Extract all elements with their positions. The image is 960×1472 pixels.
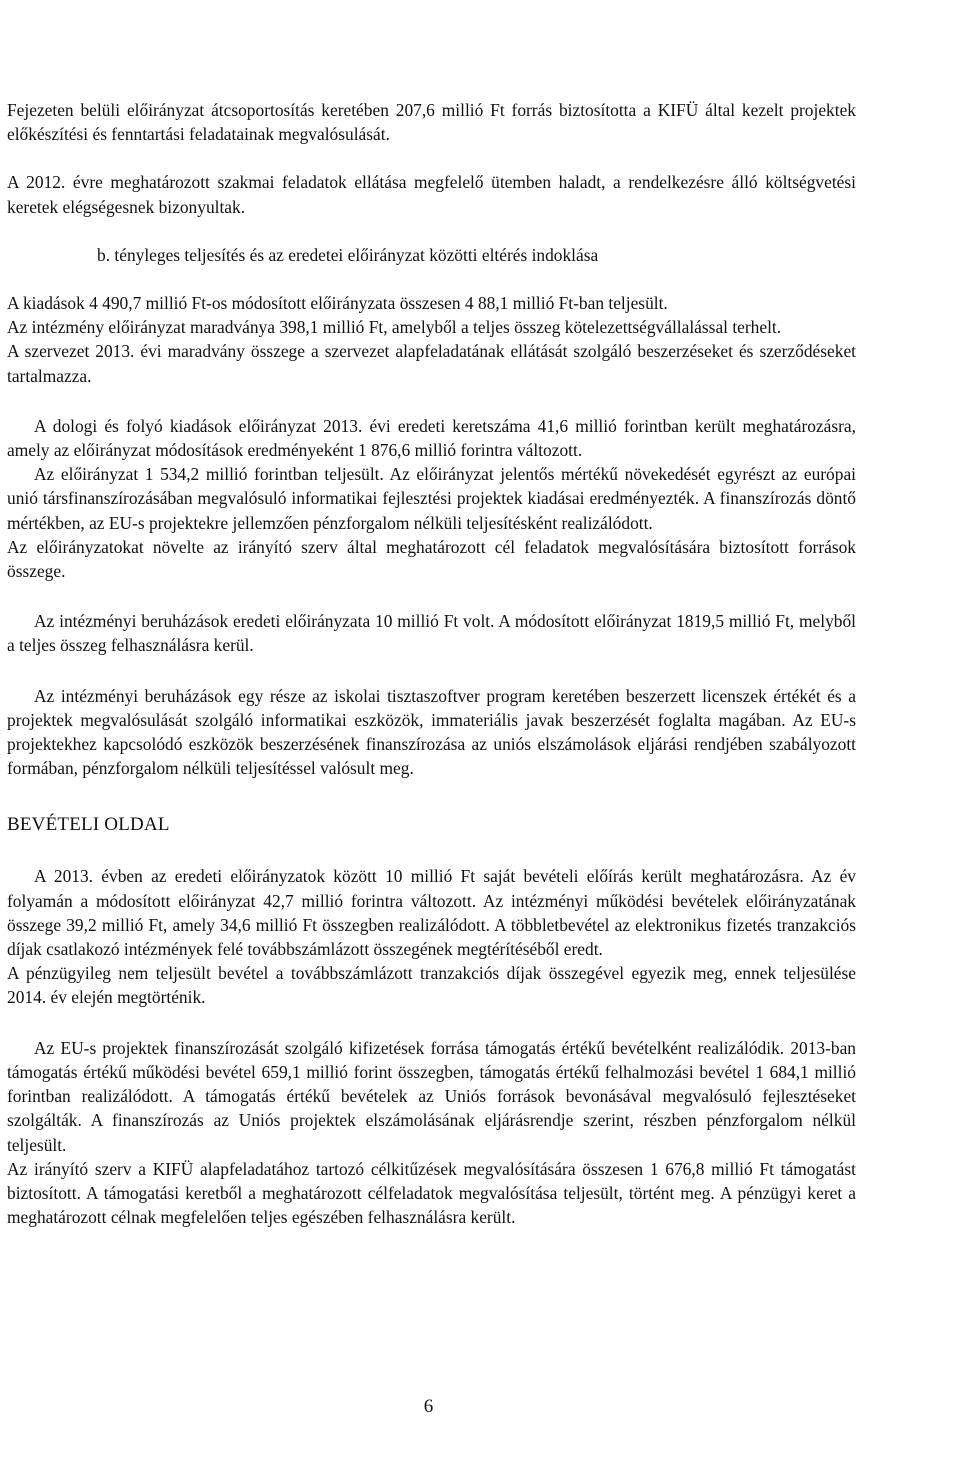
document-body: [7, 98, 856, 1229]
paragraph-expenditure-total: A kiadások 4 490,7 millió Ft-os módosított előirányzata összesen 4 88,1 millió Ft-ban teljesült.: [7, 293, 668, 314]
page-number: 6: [423, 1396, 434, 1417]
paragraph-investments-budget: Az intézményi beruházások eredeti előirányzata 10 millió Ft volt. A módosított előirányzat 1819,5 millió Ft, melyből a teljes összeg felhasználásra kerül.: [7, 611, 856, 656]
paragraph-2012-tasks: A 2012. évre meghatározott szakmai feladatok ellátása megfelelő ütemben haladt, a rendelkezésre álló költségvetési keretek elégségesnek bizonyultak.: [7, 172, 856, 217]
paragraph-own-revenue: A 2013. évben az eredeti előirányzatok között 10 millió Ft saját bevételi előírás került meghatározásra. Az év folyamán a módosított előirányzat 42,7 millió forintra változott. Az intézményi működési bevételek előirányzatának összege 39,2 millió Ft, amely 34,6 millió Ft összegben realizálódott. A többletbevétel az elektronikus fizetés tranzakciós díjak csatlakozó intézmények felé továbbszámlázott összegének megtérítéséből eredt.: [7, 866, 856, 960]
paragraph-supervisor-support: Az irányító szerv a KIFÜ alapfeladatához tartozó célkitűzések megvalósítására összesen 1 676,8 millió Ft támogatást biztosított. A támogatási keretből a meghatározott célfeladatok megvalósítása teljesült, történt meg. A pénzügyi keret a meghatározott célnak megfelelően teljes egészében felhasználásra került.: [7, 1158, 856, 1228]
paragraph-eu-project-financing: Az EU-s projektek finanszírozását szolgáló kifizetések forrása támogatás értékű bevételként realizálódik. 2013-ban támogatás értékű működési bevétel 659,1 millió forint összegben, támogatás értékű felhalmozási bevétel 1 684,1 millió forintban realizálódott. A támogatás értékű bevételek az Uniós források bevonásával megvalósuló fejlesztéseket szolgálták. A finanszírozás az Uniós projektek elszámolásának eljárásrendje szerint, részben pénzforgalom nélkül teljesült.: [7, 1037, 856, 1155]
section-title-revenue: BEVÉTELI OLDAL: [7, 814, 170, 836]
paragraph-budget-growth: Az előirányzat 1 534,2 millió forintban teljesült. Az előirányzat jelentős mértékű növekedését egyrészt az európai unió társfinanszírozásában megvalósuló informatikai fejlesztési projektek kiadásai eredményezték. A finanszírozás döntő mértékben, az EU-s projektekre jellemzően pénzforgalom nélküli teljesítésként realizálódott.: [7, 464, 856, 533]
paragraph-budget-increase-sources: Az előirányzatokat növelte az irányító szerv által meghatározott cél feladatok megvalósítására biztosított források összege.: [7, 536, 856, 582]
paragraph-investments-details: Az intézményi beruházások egy része az iskolai tisztaszoftver program keretében beszerzett licenszek értékét és a projektek megvalósulását szolgáló informatikai eszközök, immateriális javak beszerzését foglalta magában. Az EU-s projektekhez kapcsolódó eszközök beszerzésének finanszírozása az uniós elszámolások eljárási rendjében szabályozott formában, pénzforgalom nélküli teljesítéssel valósult meg.: [7, 685, 856, 779]
paragraph-residual-contents: A szervezet 2013. évi maradvány összege a szervezet alapfeladatának ellátását szolgáló beszerzéseket és szerződéseket tartalmazza.: [7, 341, 856, 386]
paragraph-residual-budget: Az intézmény előirányzat maradványa 398,1 millió Ft, amelyből a teljes összeg kötelezettségvállalással terhelt.: [7, 317, 782, 338]
subheading-deviation-justification: b. tényleges teljesítés és az eredetei előirányzat közötti eltérés indoklása: [97, 244, 599, 265]
paragraph-material-expenses: A dologi és folyó kiadások előirányzat 2013. évi eredeti keretszáma 41,6 millió forintban került meghatározásra, amely az előirányzat módosítások eredményeként 1 876,6 millió forintra változott.: [7, 415, 856, 461]
paragraph-unrealized-revenue: A pénzügyileg nem teljesült bevétel a továbbszámlázott tranzakciós díjak összegével egyezik meg, ennek teljesülése 2014. év elején megtörténik.: [7, 963, 856, 1008]
paragraph-kifu-reallocation: Fejezeten belüli előirányzat átcsoportosítás keretében 207,6 millió Ft forrás biztosította a KIFÜ által kezelt projektek előkészítési és fenntartási feladatainak megvalósulását.: [7, 100, 856, 145]
